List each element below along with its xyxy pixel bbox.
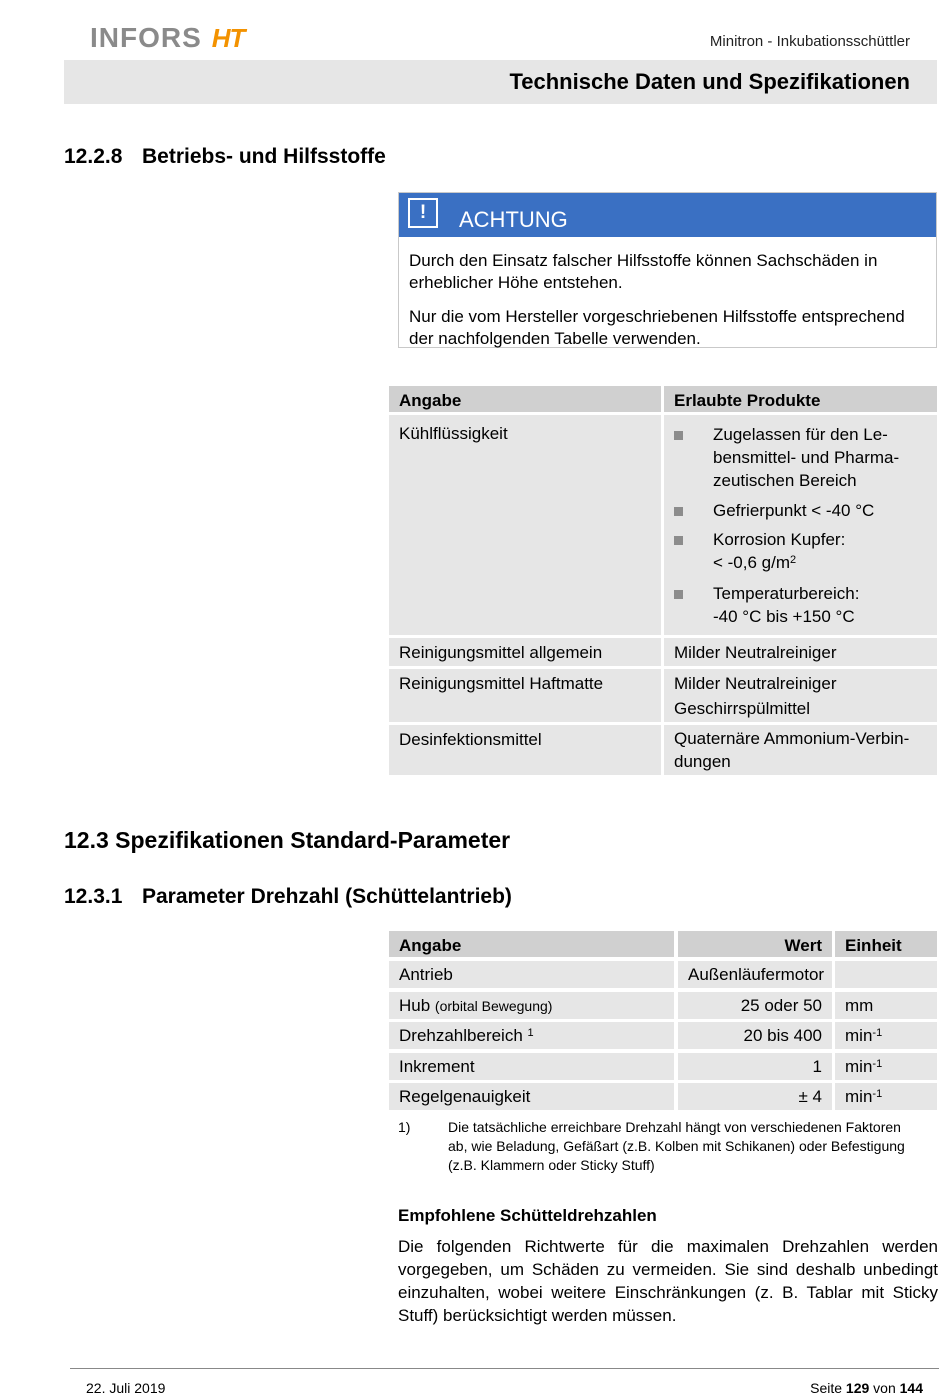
unit-exponent: -1: [872, 1088, 883, 1100]
footer-date: 22. Juli 2019: [86, 1380, 166, 1396]
document-title: Minitron - Inkubationsschüttler: [709, 33, 910, 50]
table-row-wert: ± 4: [678, 1083, 832, 1110]
footer-divider: [70, 1368, 939, 1369]
table-row-angabe: Desinfektionsmittel: [389, 725, 661, 775]
footnote-ref: 1: [527, 1027, 534, 1039]
table-row-einheit: [835, 961, 937, 988]
warning-box: [398, 192, 937, 348]
list-item-line: Gefrierpunkt < -40 °C: [713, 501, 875, 520]
heading-text: Spezifikationen Standard-Parameter: [115, 827, 511, 853]
product-line: dungen: [674, 752, 731, 771]
warning-header: [399, 193, 936, 237]
angabe-note: (orbital Bewegung): [434, 998, 553, 1014]
unit-exponent: -1: [872, 1027, 883, 1039]
section-heading: Technische Daten und Spezifikationen: [509, 69, 910, 94]
list-item: [674, 528, 924, 574]
logo-ht: HT: [211, 22, 245, 53]
list-item-text: < -0,6 g/m: [713, 553, 791, 572]
superscript: 2: [790, 554, 797, 566]
angabe-text: Drehzahlbereich: [399, 1026, 523, 1045]
of-label: von: [873, 1380, 896, 1396]
list-item-line: [713, 551, 924, 574]
warning-icon: !: [408, 198, 438, 228]
infors-logo: [90, 22, 244, 54]
unit-text: min: [845, 1057, 873, 1076]
warning-text-1: Durch den Einsatz falscher Hilfsstoffe können Sachschäden in erheblicher Höhe entstehen.: [409, 251, 878, 292]
bullet-icon: [674, 536, 683, 545]
bullet-icon: [674, 431, 683, 440]
table-header-angabe: Angabe: [389, 931, 674, 957]
subheading-schuetteldrehzahlen: Empfohlene Schütteldrehzahlen: [398, 1206, 657, 1225]
table-header-wert: Wert: [678, 931, 832, 957]
warning-title: ACHTUNG: [459, 207, 568, 232]
footnote-number: 1): [398, 1119, 411, 1135]
warning-text-2: Nur die vom Hersteller vorgeschriebenen Hilfsstoffe entsprechend der nachfolgenden Tabelle verwenden.: [409, 307, 905, 348]
unit-exponent: -1: [872, 1058, 883, 1070]
table-header-einheit: Einheit: [835, 931, 937, 957]
table-row-angabe: Inkrement: [389, 1053, 674, 1080]
product-line: Geschirrspülmittel: [674, 699, 811, 718]
current-page: 129: [845, 1380, 870, 1396]
product-line: Quaternäre Ammonium-Verbin-: [674, 729, 910, 748]
list-item-line: bensmittel- und Pharma-: [713, 448, 900, 467]
heading-number: 12.2.8: [64, 145, 123, 168]
table-row-wert: 25 oder 50: [678, 992, 832, 1019]
header-bar: [64, 60, 937, 104]
list-item: [674, 582, 924, 628]
table-header-angabe: Angabe: [389, 386, 661, 412]
footnote-line: (z.B. Klammern oder Sticky Stuff): [448, 1157, 655, 1173]
heading-12-3-1: [64, 885, 512, 909]
list-item-line: zeutischen Bereich: [713, 471, 857, 490]
table-row-wert: 20 bis 400: [678, 1022, 832, 1049]
bullet-icon: [674, 507, 683, 516]
table-row-produkte: [664, 415, 937, 635]
product-line: Milder Neutralreiniger: [674, 674, 837, 693]
list-item-line: Korrosion Kupfer:: [713, 530, 846, 549]
unit-text: min: [845, 1026, 873, 1045]
table-row-einheit: mm: [835, 992, 937, 1019]
table-row-wert: 1: [678, 1053, 832, 1080]
paragraph-schuetteldrehzahlen: Die folgenden Richtwerte für die maximalen Drehzahlen werden vorgegeben, um Schäden zu vermeiden. Sie sind deshalb unbedingt einzuhalten, wobei weitere Einschränkungen (z. B. Tablar mit Sticky Stuff) berücksichtigt werden müssen.: [398, 1237, 938, 1325]
table-row-wert: Außenläufermotor: [678, 961, 832, 988]
list-item-line: Zugelassen für den Le-: [713, 425, 888, 444]
table-row-einheit: [835, 1022, 937, 1049]
footnote-line: ab, wie Beladung, Gefäßart (z.B. Kolben mit Schikanen) oder Befestigung: [448, 1138, 905, 1154]
logo-text: INFORS: [90, 22, 202, 53]
table-row-einheit: [835, 1083, 937, 1110]
table-row-angabe: Regelgenauigkeit: [389, 1083, 674, 1110]
bullet-icon: [674, 590, 683, 599]
list-item-line: -40 °C bis +150 °C: [713, 607, 855, 626]
page-label: Seite: [810, 1380, 843, 1396]
footnote-line: Die tatsächliche erreichbare Drehzahl hängt von verschiedenen Faktoren: [448, 1119, 901, 1135]
angabe-text: Hub: [399, 996, 431, 1015]
heading-12-2-8: [64, 145, 386, 169]
list-item: [674, 499, 924, 522]
table-row-produkte: Milder Neutralreiniger: [664, 638, 937, 666]
heading-12-3: [64, 827, 510, 854]
heading-text: Betriebs- und Hilfsstoffe: [142, 145, 386, 168]
table-row-einheit: [835, 1053, 937, 1080]
heading-number: 12.3.1: [64, 885, 123, 908]
table-row-angabe: Reinigungsmittel allgemein: [389, 638, 661, 666]
table-row-angabe: Kühlflüssigkeit: [389, 415, 661, 635]
table-row-angabe: [389, 1022, 674, 1049]
total-pages: 144: [899, 1380, 923, 1396]
footer-page-number: [810, 1380, 923, 1396]
table-row-produkte: [664, 669, 937, 722]
heading-text: Parameter Drehzahl (Schüttelantrieb): [142, 885, 512, 908]
list-item-line: Temperaturbereich:: [713, 584, 860, 603]
table-row-produkte: [664, 725, 937, 775]
unit-text: min: [845, 1087, 873, 1106]
table-row-angabe: Reinigungsmittel Haftmatte: [389, 669, 661, 722]
table-row-angabe: [389, 992, 674, 1019]
heading-number: 12.3: [64, 827, 109, 853]
table-header-produkte: Erlaubte Produkte: [664, 386, 937, 412]
table-row-angabe: Antrieb: [389, 961, 674, 988]
list-item: [674, 423, 924, 492]
footnote: [398, 1118, 928, 1175]
